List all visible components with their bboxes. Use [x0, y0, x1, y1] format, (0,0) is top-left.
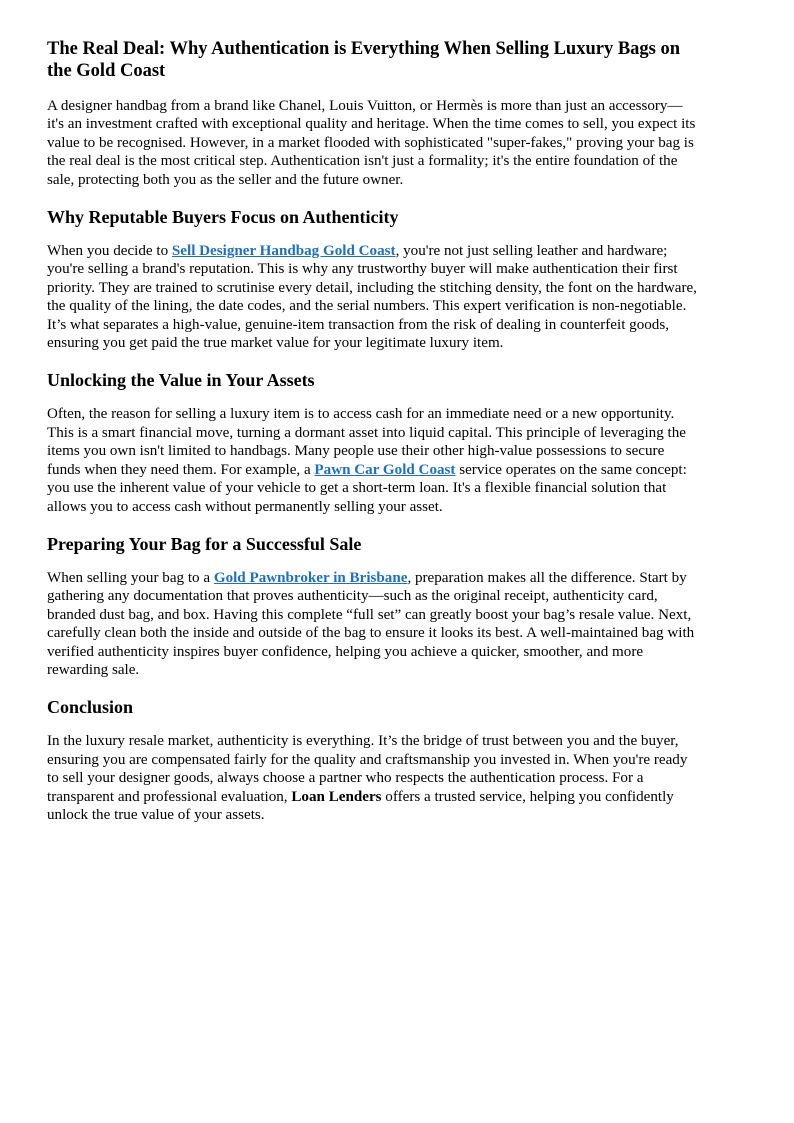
sell-designer-handbag-link[interactable]: Sell Designer Handbag Gold Coast [171, 243, 396, 260]
paragraph-text: In the luxury resale market, authenticity is everything. It’s the bridge of trust between you and the buyer, ensuring you are compensated fairly for the quality and craftsmanship you invested in. When you're ready to sell your designer goods, always choose a partner who respects the authentication process. For a transparent and professional evaluation, [47, 733, 688, 805]
brand-name: Loan Lenders [291, 788, 382, 805]
intro-paragraph [47, 97, 699, 189]
section-paragraph-authenticity [47, 242, 699, 352]
intro-text: A designer handbag from a brand like Chanel, Louis Vuitton, or Hermès is more than just an accessory—it's an investment crafted with exceptional quality and heritage. When the time comes to sell, you expect its value to be recognised. However, in a market flooded with sophisticated "super-fakes," proving your bag is the real deal is the most critical step. Authentication isn't just a formality; it's the entire foundation of the sale, protecting both you as the seller and the future owner. [47, 98, 696, 188]
section-heading-preparing: Preparing Your Bag for a Successful Sale [47, 533, 362, 554]
page-title: The Real Deal: Why Authentication is Everything When Selling Luxury Bags on the Gold Coast [47, 39, 681, 81]
paragraph-text: Often, the reason for selling a luxury item is to access cash for an immediate need or a new opportunity. This is a smart financial move, turning a dormant asset into liquid capital. This principle of leveraging the items you own isn't limited to handbags. Many people use their other high-value possessions to secure funds when they need them. For example, a [47, 406, 686, 478]
section-paragraph-conclusion [47, 732, 699, 824]
paragraph-text: service operates on the same concept: you use the inherent value of your vehicle to get a short-term loan. It's a flexible financial solution that allows you to access cash without permanently selling your asset. [47, 461, 687, 515]
paragraph-text: , you're not just selling leather and hardware; you're selling a brand's reputation. This is why any trustworthy buyer will make authentication their first priority. They are trained to scrutinise every detail, including the stitching density, the font on the hardware, the quality of the lining, the date codes, and the serial numbers. This expert verification is non-negotiable. It’s what separates a high-value, genuine-item transaction from the risk of dealing in counterfeit goods, ensuring you get paid the true market value for your legitimate luxury item. [47, 243, 697, 352]
section-heading-conclusion: Conclusion [47, 697, 134, 718]
section-heading-authenticity: Why Reputable Buyers Focus on Authenticity [47, 207, 399, 228]
paragraph-text: When you decide to [47, 243, 172, 260]
section-paragraph-value [47, 405, 699, 515]
document-page [47, 38, 699, 841]
gold-pawnbroker-link[interactable]: Gold Pawnbroker in Brisbane [213, 569, 408, 586]
paragraph-text: , preparation makes all the difference. Start by gathering any documentation that proves authenticity—such as the original receipt, authenticity card, branded dust bag, and box. Having this complete “full set” can greatly boost your bag’s resale value. Next, carefully clean both the inside and outside of the bag to ensure it looks its best. A well-maintained bag with verified authenticity inspires buyer confidence, helping you achieve a quicker, smoother, and more rewarding sale. [47, 569, 695, 678]
paragraph-text: offers a trusted service, helping you confidently unlock the true value of your assets. [47, 788, 674, 823]
pawn-car-link[interactable]: Pawn Car Gold Coast [314, 461, 456, 478]
paragraph-text: When selling your bag to a [47, 569, 214, 586]
section-heading-value: Unlocking the Value in Your Assets [47, 370, 315, 391]
section-paragraph-preparing [47, 569, 699, 679]
